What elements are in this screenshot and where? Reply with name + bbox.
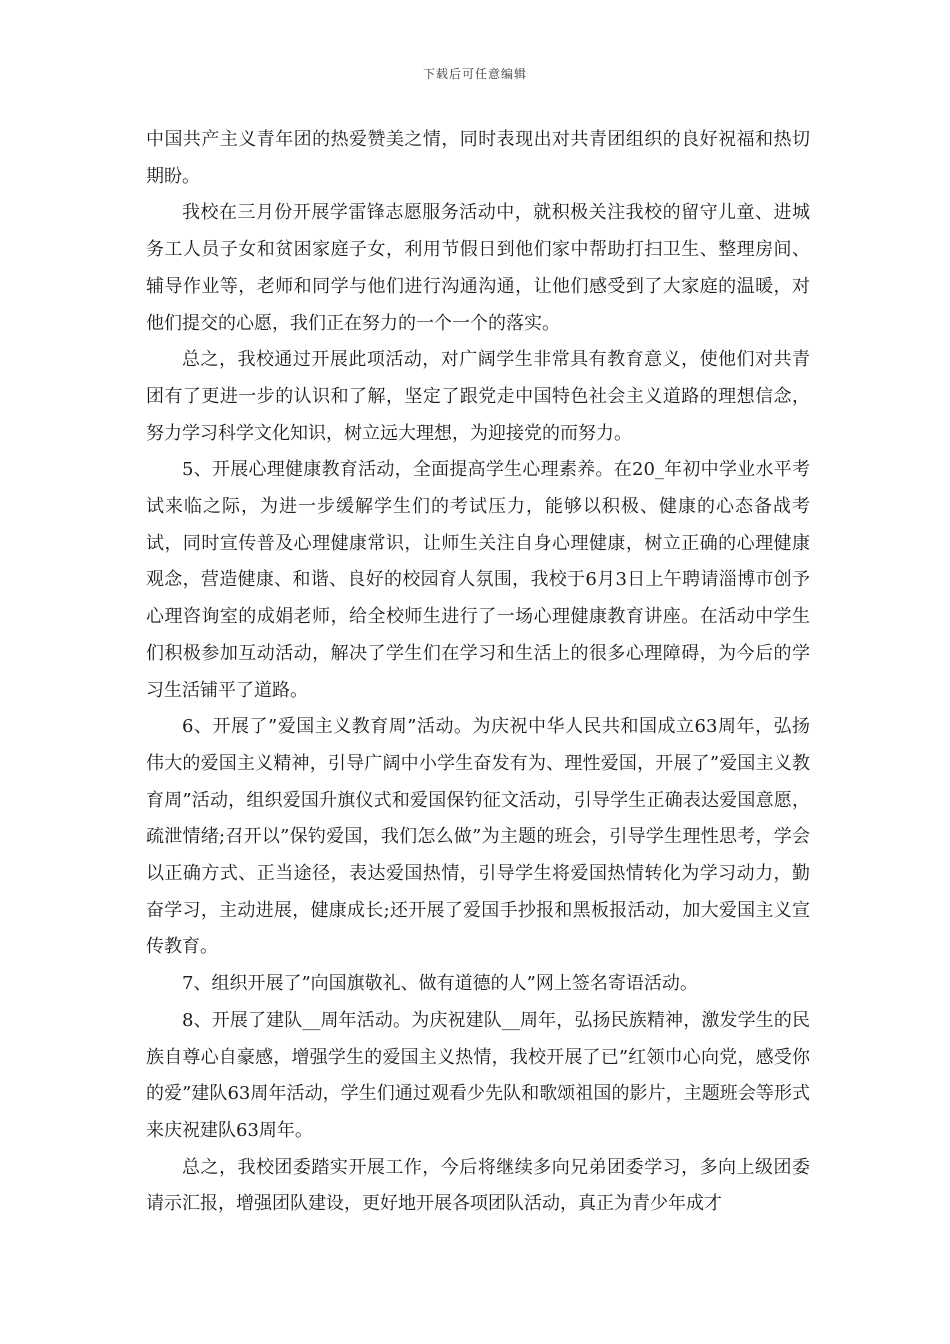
paragraph-6: 7、组织开展了”向国旗敬礼、做有道德的人”网上签名寄语活动。 [182,973,698,995]
paragraph-1: 中国共产主义青年团的热爱赞美之情，同时表现出对共青团组织的良好祝福和热切期盼。 [146,129,810,187]
paragraph-2: 我校在三月份开展学雷锋志愿服务活动中，就积极关注我校的留守儿童、进城务工人员子女和贫困家庭子女，利用节假日到他们家中帮助打扫卫生、整理房间、辅导作业等，老师和同学与他们进行沟通沟通，让他们感受到了大家庭的温暖，对他们提交的心愿，我们正在努力的一个一个的落实。 [146,202,810,334]
paragraph-5: 6、开展了”爱国主义教育周”活动。为庆祝中华人民共和国成立63周年，弘扬伟大的爱国主义精神，引导广阔中小学生奋发有为、理性爱国，开展了”爱国主义教育周”活动，组织爱国升旗仪式和爱国保钓征文活动，引导学生正确表达爱国意愿，疏泄情绪;召开以”保钓爱国，我们怎么做”为主题的班会，引导学生理性思考，学会以正确方式、正当途径，表达爱国热情，引导学生将爱国热情转化为学习动力，勤奋学习，主动进展，健康成长;还开展了爱国手抄报和黑板报活动，加大爱国主义宣传教育。 [146,716,810,958]
paragraph-7: 8、开展了建队__周年活动。为庆祝建队__周年，弘扬民族精神，激发学生的民族自尊心自豪感，增强学生的爱国主义热情，我校开展了已”红领巾心向党，感受你的爱”建队63周年活动，学生们通过观看少先队和歌颂祖国的影片，主题班会等形式来庆祝建队63周年。 [146,1009,810,1141]
page-header-note: 下载后可任意编辑 [422,67,527,81]
paragraph-4: 5、开展心理健康教育活动，全面提高学生心理素养。在20_年初中学业水平考试来临之际，为进一步缓解学生们的考试压力，能够以积极、健康的心态备战考试，同时宣传普及心理健康常识，让师生关注自身心理健康，树立正确的心理健康观念，营造健康、和谐、良好的校园育人氛围，我校于6月3日上午聘请淄博市创予心理咨询室的成娟老师，给全校师生进行了一场心理健康教育讲座。在活动中学生们积极参加互动活动，解决了学生们在学习和生活上的很多心理障碍，为今后的学习生活铺平了道路。 [146,459,810,701]
document-body [146,122,810,1223]
paragraph-8: 总之，我校团委踏实开展工作，今后将继续多向兄弟团委学习，多向上级团委请示汇报，增强团队建设，更好地开展各项团队活动，真正为青少年成才 [146,1156,810,1215]
paragraph-3: 总之，我校通过开展此项活动，对广阔学生非常具有教育意义，使他们对共青团有了更进一步的认识和了解，坚定了跟党走中国特色社会主义道路的理想信念，努力学习科学文化知识，树立远大理想，为迎接党的而努力。 [146,349,810,444]
